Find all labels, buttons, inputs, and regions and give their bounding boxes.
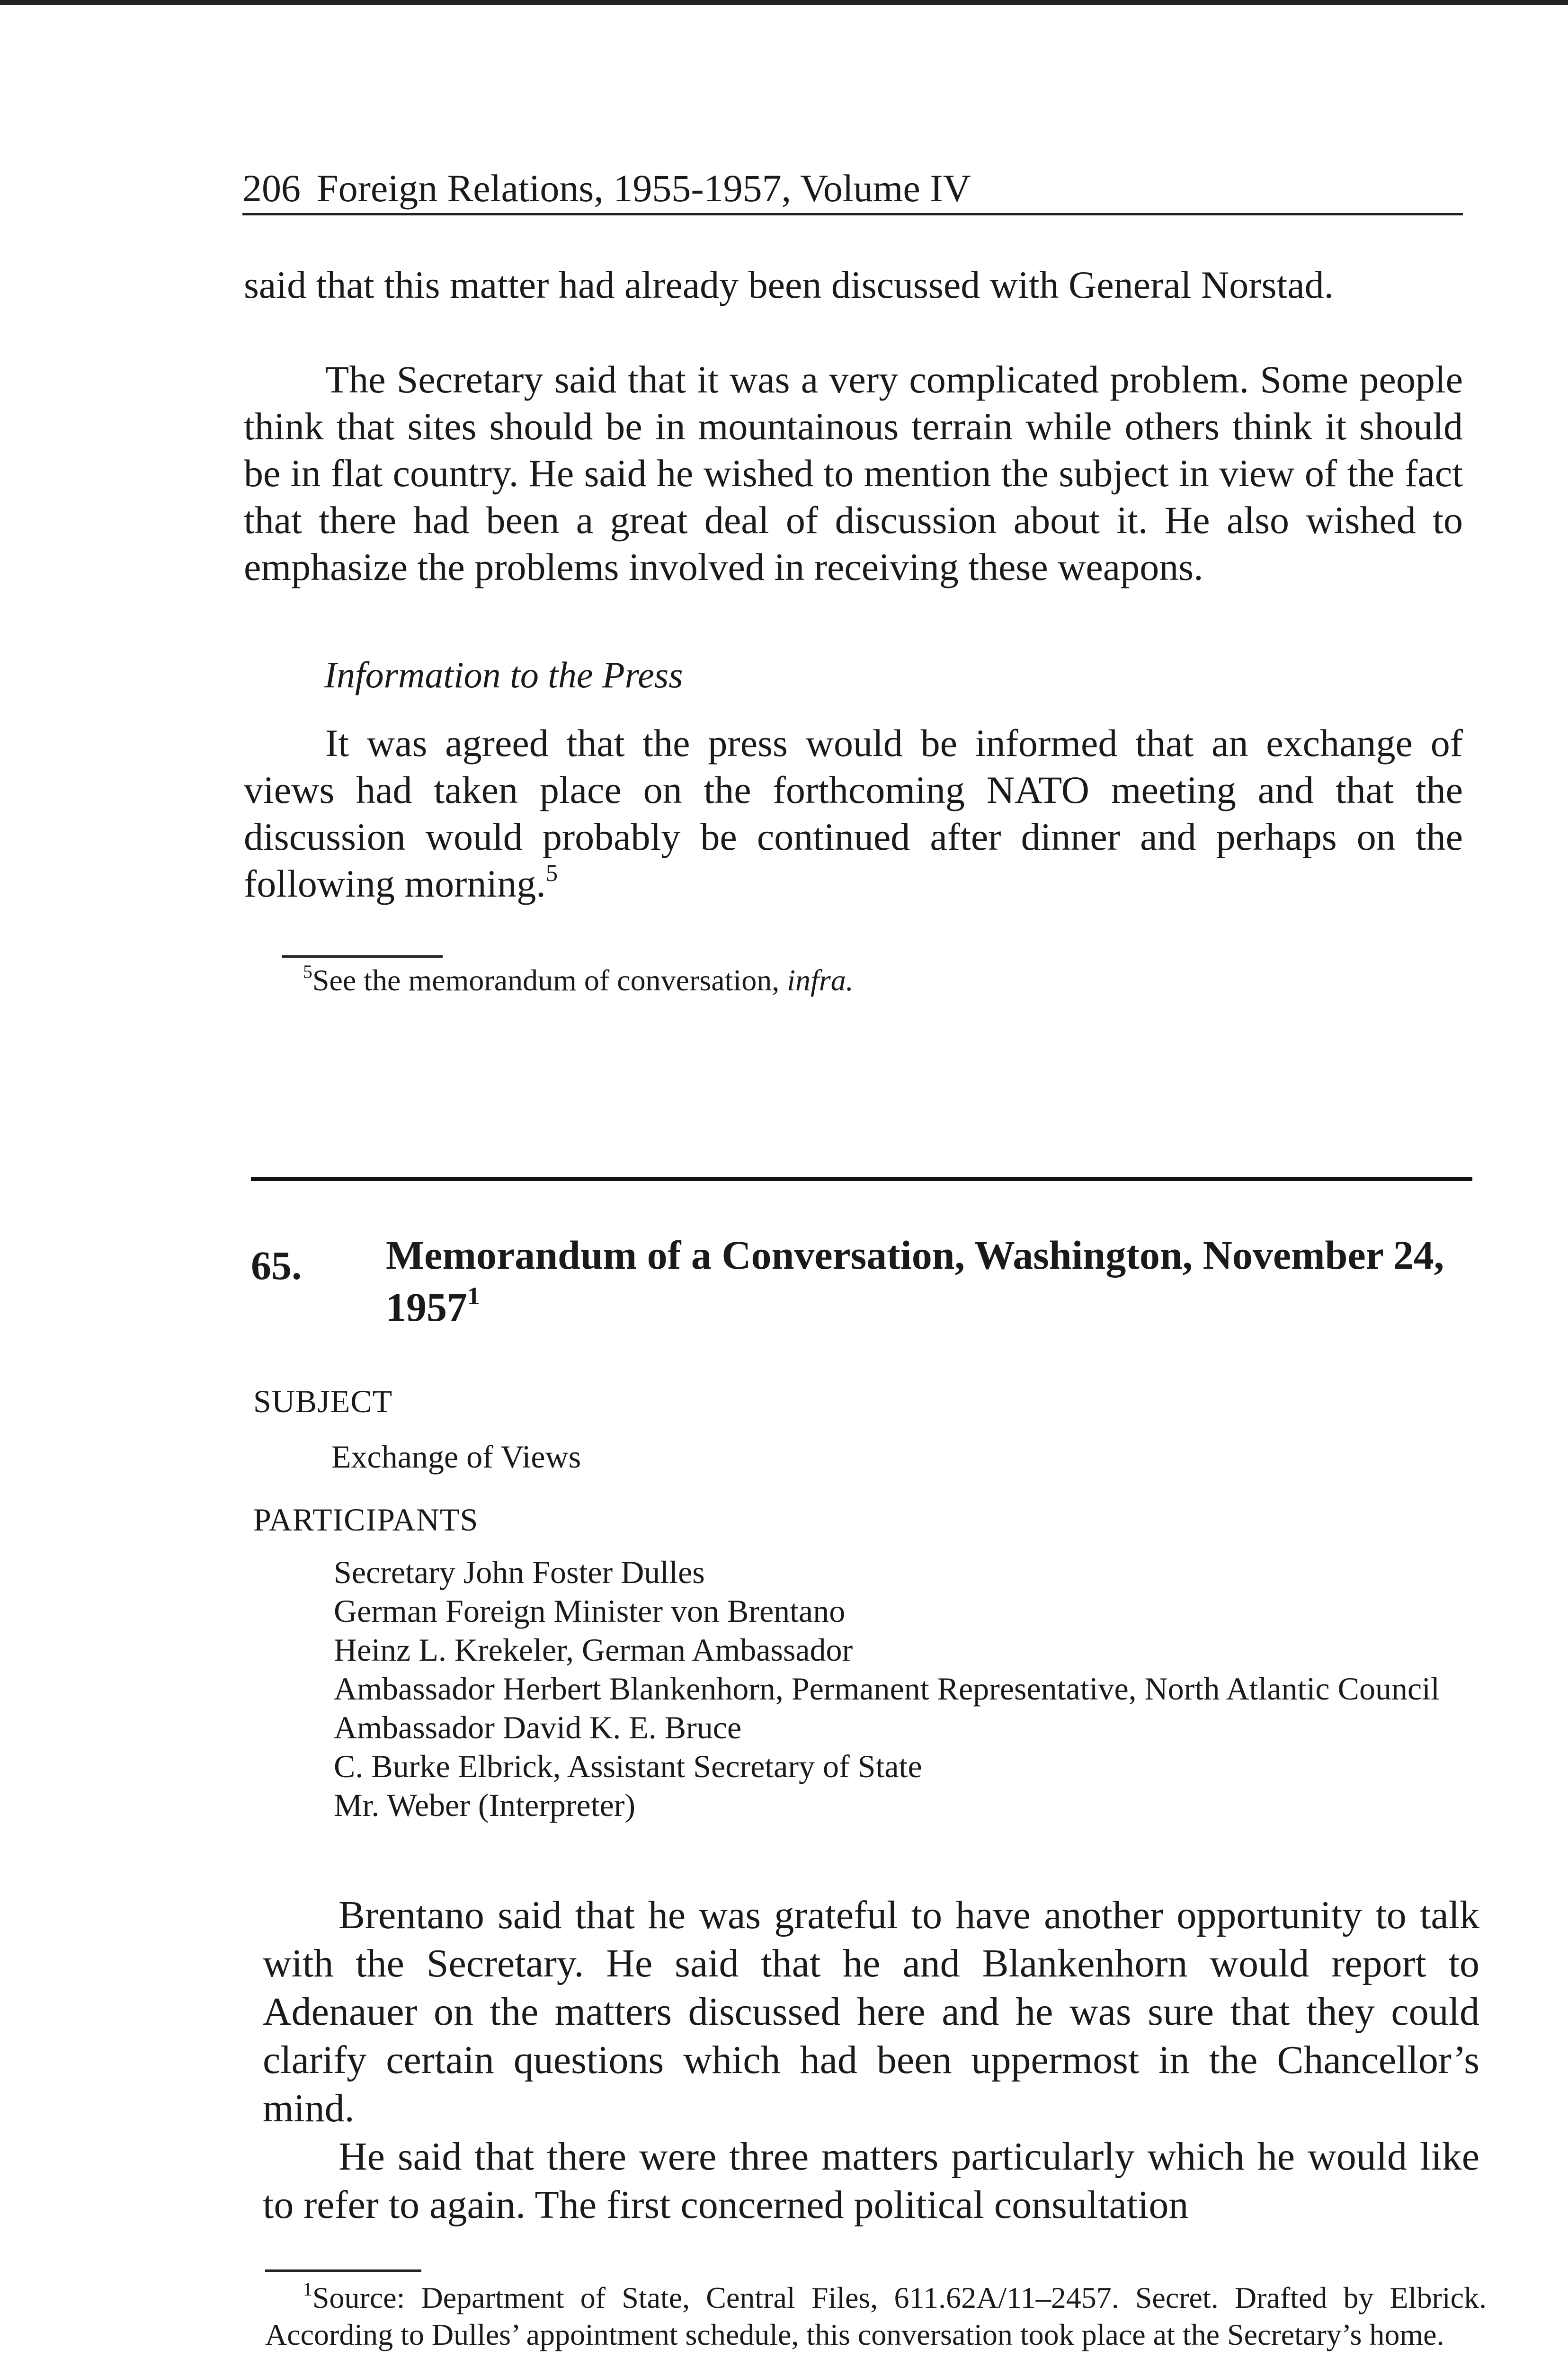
press-paragraph-text: It was agreed that the press would be informed that an exchange of views had taken place on the forthcoming NATO meeting and that the discussion would probably be continued after dinner and perhaps on the following morning. bbox=[244, 721, 1463, 905]
footnote-1-mark: 1 bbox=[303, 2278, 312, 2300]
subject-label: SUBJECT bbox=[253, 1383, 393, 1419]
running-head bbox=[242, 165, 1463, 212]
footnote-5-mark: 5 bbox=[303, 961, 312, 982]
document-title-text: Memorandum of a Conversation, Washington, November 24, 1957 bbox=[386, 1232, 1444, 1330]
participants-label: PARTICIPANTS bbox=[253, 1502, 479, 1538]
footnote-ref-5: 5 bbox=[545, 859, 558, 886]
continued-paragraph: said that this matter had already been discussed with General Norstad. bbox=[244, 263, 1334, 306]
participant-item: German Foreign Minister von Brentano bbox=[334, 1593, 846, 1629]
participants-list bbox=[334, 1553, 1479, 1824]
footnote-1 bbox=[265, 2279, 1487, 2353]
page-number: 206 bbox=[242, 167, 301, 210]
participant-item: Heinz L. Krekeler, German Ambassador bbox=[334, 1632, 853, 1668]
participant-item: Ambassador David K. E. Bruce bbox=[334, 1709, 742, 1745]
participant-item: Ambassador Herbert Blankenhorn, Permanent Representative, North Atlantic Council bbox=[334, 1671, 1440, 1707]
three-matters-paragraph: He said that there were three matters particularly which he would like to refer to again. The first concerned political consultation bbox=[263, 2135, 1479, 2227]
footnote-5-text: See the memorandum of conversation, bbox=[312, 963, 787, 997]
press-paragraph bbox=[244, 720, 1463, 907]
footnote-rule bbox=[282, 955, 443, 958]
document-number: 65. bbox=[251, 1243, 302, 1288]
running-head-title: Foreign Relations, 1955-1957, Volume IV bbox=[317, 167, 971, 210]
subject-value: Exchange of Views bbox=[331, 1439, 581, 1475]
footnote-1-text: Source: Department of State, Central Files, 611.62A/11–2457. Secret. Drafted by Elbrick. According to Dulles’ appointment schedule, this conversation took place at the Secretary’s home. bbox=[265, 2281, 1487, 2351]
footnote-5-italic: infra. bbox=[787, 963, 854, 997]
footnote-5 bbox=[303, 962, 1439, 999]
participant-item: C. Burke Elbrick, Assistant Secretary of State bbox=[334, 1748, 922, 1784]
participant-item: Mr. Weber (Interpreter) bbox=[334, 1787, 636, 1823]
brentano-paragraph: Brentano said that he was grateful to have another opportunity to talk with the Secretary. He said that he and Blankenhorn would report to Adenauer on the matters discussed here and he was sure that they could clarify certain questions which had been uppermost in the Chancellor’s mind. bbox=[263, 1893, 1479, 2130]
participant-item: Secretary John Foster Dulles bbox=[334, 1554, 705, 1590]
footnote-rule bbox=[265, 2269, 421, 2272]
title-footnote-ref: 1 bbox=[467, 1281, 480, 1310]
document-separator-rule bbox=[251, 1177, 1472, 1181]
scan-top-edge bbox=[0, 0, 1568, 5]
press-subhead: Information to the Press bbox=[324, 654, 683, 695]
running-head-rule bbox=[242, 213, 1463, 215]
secretary-paragraph: The Secretary said that it was a very complicated problem. Some people think that sites should be in mountainous terrain while others think it should be in flat country. He said he wished to mention the subject in view of the fact that there had been a great deal of discussion about it. He also wished to emphasize the problems involved in receiving these weapons. bbox=[244, 358, 1463, 588]
document-title bbox=[386, 1229, 1475, 1333]
